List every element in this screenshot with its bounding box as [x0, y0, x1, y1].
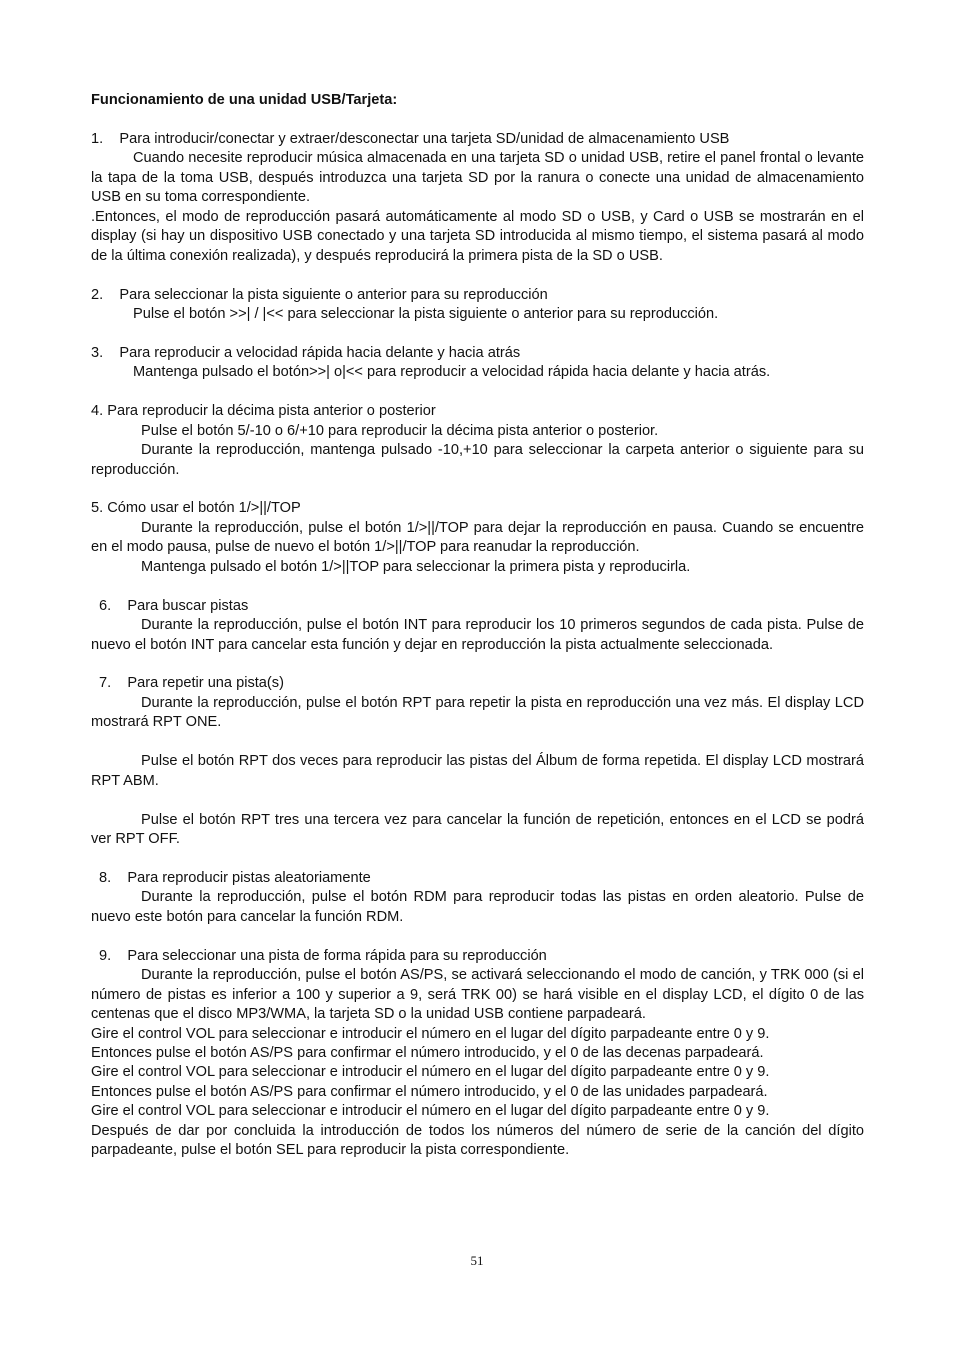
section-7 [91, 674, 864, 849]
section-8 [91, 869, 864, 927]
section-1-paragraph-2: .Entonces, el modo de reproducción pasará automáticamente al modo SD o USB, y Card o USB se mostrarán en el display (si hay un dispositivo USB conectado y una tarjeta SD introducida al mismo tiempo, el sistema pasará al modo de la última conexión realizada), y después reproducirá la primera pista de la SD o USB. [91, 208, 864, 264]
section-9-paragraph-5: Entonces pulse el botón AS/PS para confirmar el número introducido, y el 0 de las unidades parpadeará. [91, 1083, 768, 1100]
section-1 [91, 130, 864, 266]
section-5-heading: 5. Cómo usar el botón 1/>||/TOP [91, 500, 301, 517]
paragraph-gap [91, 733, 864, 752]
section-4 [91, 402, 864, 480]
section-9 [91, 947, 864, 1161]
section-1-paragraph-1: Cuando necesite reproducir música almacenada en una tarjeta SD o unidad USB, retire el panel frontal o levante la tapa de la toma USB, después introduzca una tarjeta SD por la ranura o conecte una unidad de almacenamiento USB en su toma correspondiente. [91, 150, 864, 206]
section-5 [91, 499, 864, 577]
section-9-paragraph-2: Gire el control VOL para seleccionar e introducir el número en el lugar del dígito parpadeante entre 0 y 9. [91, 1025, 770, 1042]
section-9-paragraph-6: Gire el control VOL para seleccionar e introducir el número en el lugar del dígito parpadeante entre 0 y 9. [91, 1103, 770, 1120]
section-9-paragraph-3: Entonces pulse el botón AS/PS para confirmar el número introducido, y el 0 de las decenas parpadeará. [91, 1045, 764, 1062]
section-8-heading: 8. Para reproducir pistas aleatoriamente [99, 869, 371, 886]
section-4-paragraph-1: Pulse el botón 5/-10 o 6/+10 para reproducir la décima pista anterior o posterior. [141, 422, 659, 439]
page-number: 51 [470, 1253, 484, 1268]
section-2-paragraph-1: Pulse el botón >>| / |<< para seleccionar la pista siguiente o anterior para su reproducción. [133, 305, 719, 322]
section-5-paragraph-2: Mantenga pulsado el botón 1/>||TOP para seleccionar la primera pista y reproducirla. [141, 558, 691, 575]
section-3 [91, 344, 864, 383]
section-7-paragraph-1: Durante la reproducción, pulse el botón RPT para repetir la pista en reproducción una vez más. El display LCD mostrará RPT ONE. [91, 694, 864, 731]
document-page [91, 91, 864, 1180]
section-9-paragraph-1: Durante la reproducción, pulse el botón AS/PS, se activará seleccionando el modo de canción, y TRK 000 (si el número de pistas es inferior a 100 y superior a 9, será TRK 00) se hará visible en el display LCD, el dígito 0 de las centenas que el disco MP3/WMA, la tarjeta SD o la unidad USB contiene parpadeará. [91, 967, 864, 1023]
section-5-paragraph-1: Durante la reproducción, pulse el botón 1/>||/TOP para dejar la reproducción en pausa. Cuando se encuentre en el modo pausa, pulse de nuevo el botón 1/>||/TOP para reanudar la reproducción. [91, 519, 864, 556]
section-1-heading: 1. Para introducir/conectar y extraer/desconectar una tarjeta SD/unidad de almacenamiento USB [91, 130, 730, 147]
section-3-paragraph-1: Mantenga pulsado el botón>>| o|<< para reproducir a velocidad rápida hacia delante y hacia atrás. [133, 364, 771, 381]
section-7-paragraph-3: Pulse el botón RPT tres una tercera vez para cancelar la función de repetición, entonces en el LCD se podrá ver RPT OFF. [91, 811, 864, 848]
section-7-heading: 7. Para repetir una pista(s) [99, 675, 284, 692]
section-6-paragraph-1: Durante la reproducción, pulse el botón INT para reproducir los 10 primeros segundos de cada pista. Pulse de nuevo el botón INT para cancelar esta función y dejar en reproducción la pista actualmente seleccionada. [91, 617, 864, 653]
document-title: Funcionamiento de una unidad USB/Tarjeta: [91, 92, 398, 108]
section-6-heading: 6. Para buscar pistas [99, 597, 249, 614]
section-6 [91, 597, 864, 655]
section-4-paragraph-2: Durante la reproducción, mantenga pulsado -10,+10 para seleccionar la carpeta anterior o siguiente para su reproducción. [91, 442, 864, 478]
section-4-heading: 4. Para reproducir la décima pista anterior o posterior [91, 403, 436, 420]
section-9-paragraph-4: Gire el control VOL para seleccionar e introducir el número en el lugar del dígito parpadeante entre 0 y 9. [91, 1064, 770, 1081]
section-2 [91, 286, 864, 325]
section-8-paragraph-1: Durante la reproducción, pulse el botón RDM para reproducir todas las pistas en orden aleatorio. Pulse de nuevo este botón para cancelar la función RDM. [91, 889, 864, 925]
section-7-paragraph-2: Pulse el botón RPT dos veces para reproducir las pistas del Álbum de forma repetida. El display LCD mostrará RPT ABM. [91, 753, 864, 789]
paragraph-gap [91, 791, 864, 810]
section-9-heading: 9. Para seleccionar una pista de forma rápida para su reproducción [99, 947, 547, 964]
section-9-paragraph-7: Después de dar por concluida la introducción de todos los números del número de serie de la canción del dígito parpadeante, pulse el botón SEL para reproducir la pista correspondiente. [91, 1122, 864, 1159]
section-3-heading: 3. Para reproducir a velocidad rápida hacia delante y hacia atrás [91, 344, 521, 361]
section-2-heading: 2. Para seleccionar la pista siguiente o anterior para su reproducción [91, 286, 548, 303]
